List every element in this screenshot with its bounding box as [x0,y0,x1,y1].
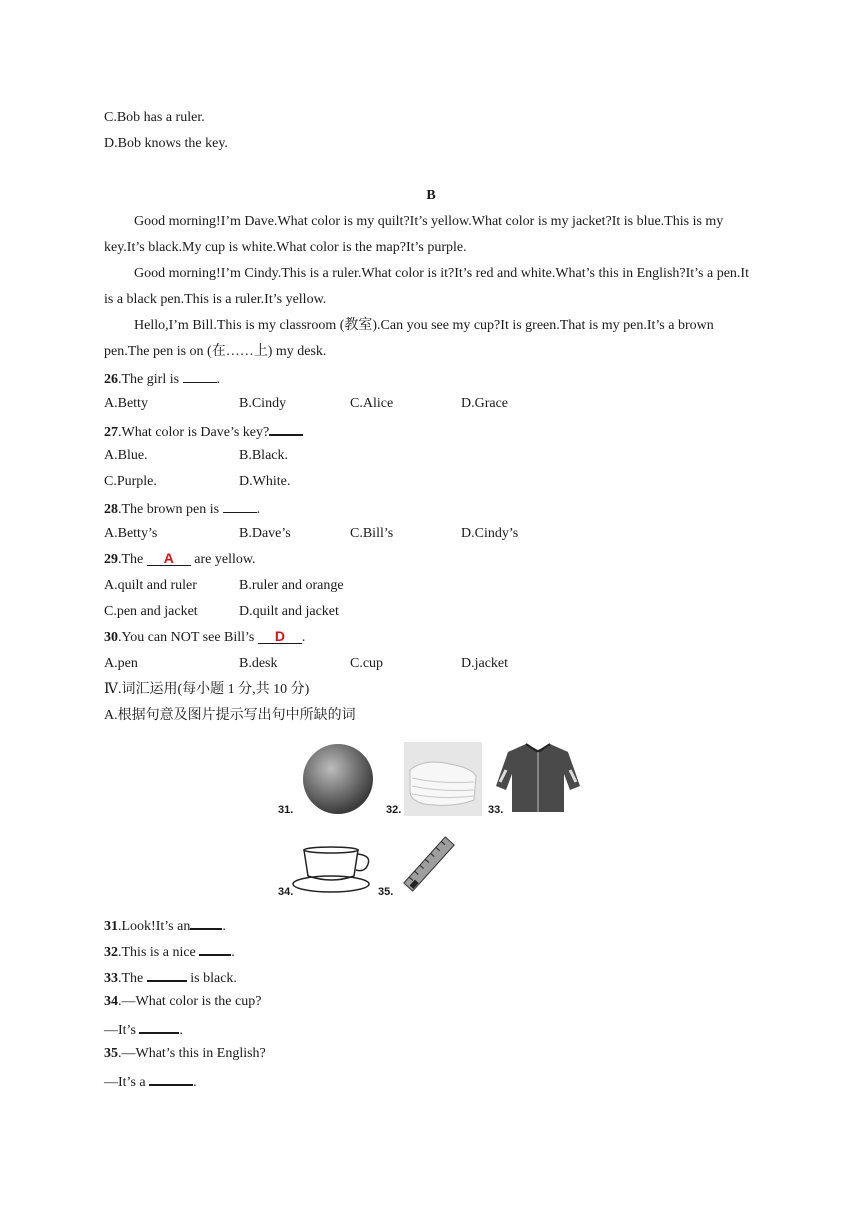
answer-blank[interactable] [269,420,303,436]
option: D.quilt and jacket [239,604,339,619]
question-31: 31.Look!It’s an . [104,914,226,937]
option: A.Betty’s [104,526,158,541]
question-34-answer: —It’s . [104,1018,183,1041]
orange-icon [300,742,378,816]
option: A.pen [104,656,138,671]
picture-label-32: 32. [386,804,402,816]
question-33: 33.The is black. [104,966,237,989]
question-34: 34.—What color is the cup? [104,994,262,1009]
question-28: 28.The brown pen is . [104,498,260,520]
option: B.ruler and orange [239,578,344,593]
option: B.Cindy [239,396,287,411]
answer-blank[interactable] [149,1070,193,1086]
answer-blank[interactable] [183,368,217,383]
option: D.jacket [461,656,509,671]
answer-blank[interactable] [223,498,257,513]
option: C.Alice [350,396,394,411]
picture-label-35: 35. [378,886,394,898]
question-35: 35.—What’s this in English? [104,1046,266,1061]
section-4-title: Ⅳ.词汇运用(每小题 1 分,共 10 分) [104,682,310,697]
option: B.Dave’s [239,526,291,541]
paragraph-dave: Good morning!I’m Dave.What color is my quilt?It’s yellow.What color is my jacket?It is blue.This is my key.It’s black.My cup is white.What color is the map?It’s purple. [104,214,724,255]
option-d-top: D.Bob knows the key. [104,136,228,151]
paragraph-cindy: Good morning!I’m Cindy.This is a ruler.What color is it?It’s red and white.What’s this in English?It’s a pen.It is a black pen.This is a ruler.It’s yellow. [104,266,749,307]
answer-blank[interactable] [199,940,231,956]
question-26: 26.The girl is . [104,368,220,390]
option: C.Bill’s [350,526,394,541]
picture-label-34: 34. [278,886,294,898]
option: A.quilt and ruler [104,578,197,593]
section-b-heading: B [426,188,436,203]
quilt-icon [404,742,482,816]
option: A.Blue. [104,448,148,463]
answer-blank[interactable] [139,1018,179,1034]
option: B.desk [239,656,278,671]
answer-blank[interactable] [190,914,222,930]
answer-blank[interactable]: D [258,629,302,644]
question-32: 32.This is a nice . [104,940,235,963]
jacket-icon [494,740,582,818]
option-c-top: C.Bob has a ruler. [104,110,205,125]
picture-label-33: 33. [488,804,504,816]
option: C.pen and jacket [104,604,198,619]
question-30: 30.You can NOT see Bill’s D . [104,628,306,645]
section-4-part-a: A.根据句意及图片提示写出句中所缺的词 [104,708,356,723]
option: B.Black. [239,448,288,463]
picture-label-31: 31. [278,804,294,816]
option: D.Cindy’s [461,526,519,541]
paragraph-bill: Hello,I’m Bill.This is my classroom (教室).Can you see my cup?It is green.That is my pen.It’s a brown pen.The pen is on (在……上) my desk. [104,318,714,359]
question-29: 29.The A are yellow. [104,550,256,567]
option: A.Betty [104,396,148,411]
question-27: 27.What color is Dave’s key? [104,420,303,443]
answer-blank[interactable] [147,966,187,982]
answer-blank[interactable]: A [147,551,191,566]
option: C.cup [350,656,384,671]
option: C.Purple. [104,474,157,489]
cup-icon [292,846,376,896]
option: D.White. [239,474,291,489]
option: D.Grace [461,396,509,411]
question-35-answer: —It’s a . [104,1070,197,1093]
ruler-icon [396,834,462,894]
